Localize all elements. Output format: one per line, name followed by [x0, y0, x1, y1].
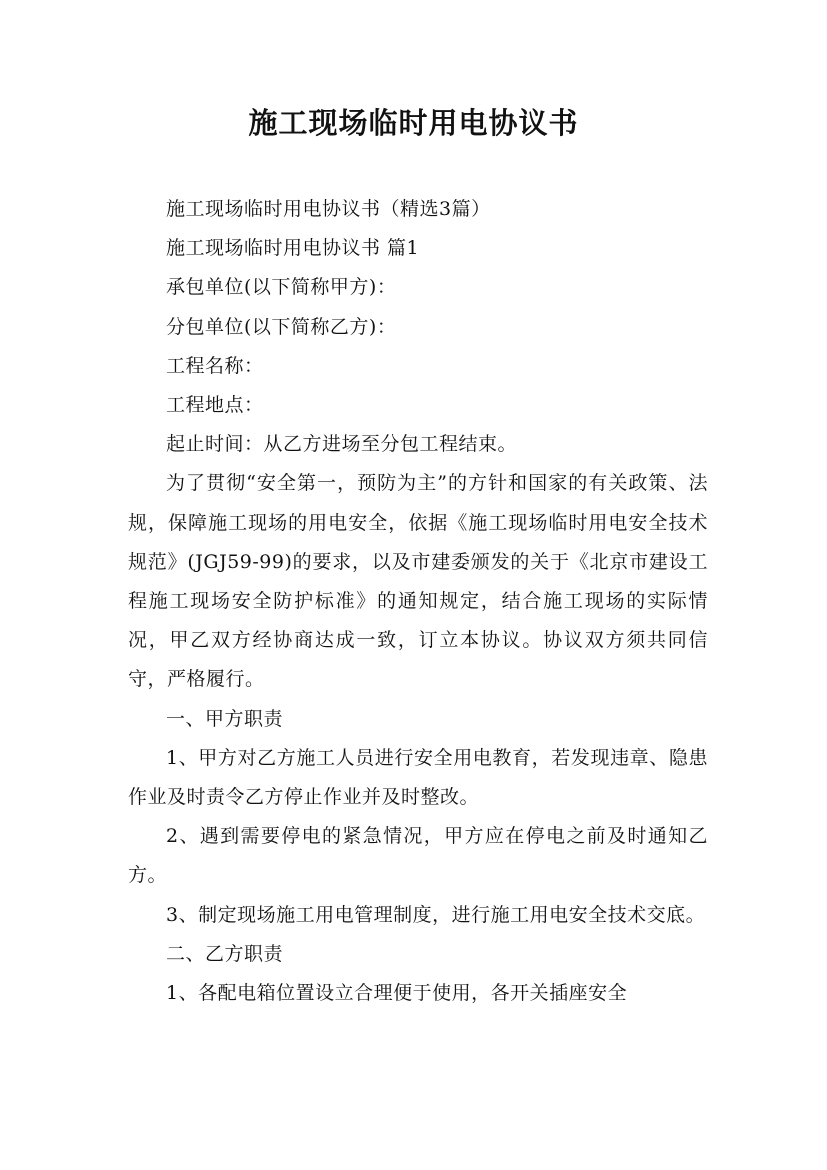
paragraph-section-heading: 施工现场临时用电协议书 篇1 [166, 237, 420, 260]
paragraph-party-b-duty-1: 1、各配电箱位置设立合理便于使用，各开关插座安全 [166, 982, 628, 1005]
paragraph-party-a-duty-2: 2、遇到需要停电的紧急情况，甲方应在停电之前及时通知乙方。 [128, 825, 708, 887]
paragraph-preamble: 为了贯彻“安全第一，预防为主”的方针和国家的有关政策、法规，保障施工现场的用电安全，依据《施工现场临时用电安全技术规范》(JGJ59-99)的要求，以及市建委颁发的关于《北京市建设工程施工现场安全防护标准》的通知规定，结合施工现场的实际情况，甲乙双方经协商达成一致，订立本协议。协议双方须共同信守，严格履行。 [128, 472, 708, 691]
paragraph-heading-party-a-duties: 一、甲方职责 [166, 707, 284, 730]
paragraph-party-a-duty-1: 1、甲方对乙方施工人员进行安全用电教育，若发现违章、隐患作业及时责令乙方停止作业并及时整改。 [128, 746, 708, 809]
paragraph-duration: 起止时间：从乙方进场至分包工程结束。 [166, 433, 518, 456]
paragraph-party-a-duty-3: 3、制定现场施工用电管理制度，进行施工用电安全技术交底。 [166, 903, 706, 926]
paragraph-subtitle: 施工现场临时用电协议书（精选3篇） [166, 198, 491, 220]
document-title: 施工现场临时用电协议书 [248, 106, 579, 140]
paragraph-project-location: 工程地点： [166, 394, 264, 417]
paragraph-party-b: 分包单位(以下简称乙方)： [166, 315, 397, 338]
paragraph-heading-party-b-duties: 二、乙方职责 [166, 942, 284, 965]
document-body [128, 190, 708, 1013]
paragraph-project-name: 工程名称： [166, 354, 264, 377]
paragraph-party-a: 承包单位(以下简称甲方)： [166, 276, 397, 299]
